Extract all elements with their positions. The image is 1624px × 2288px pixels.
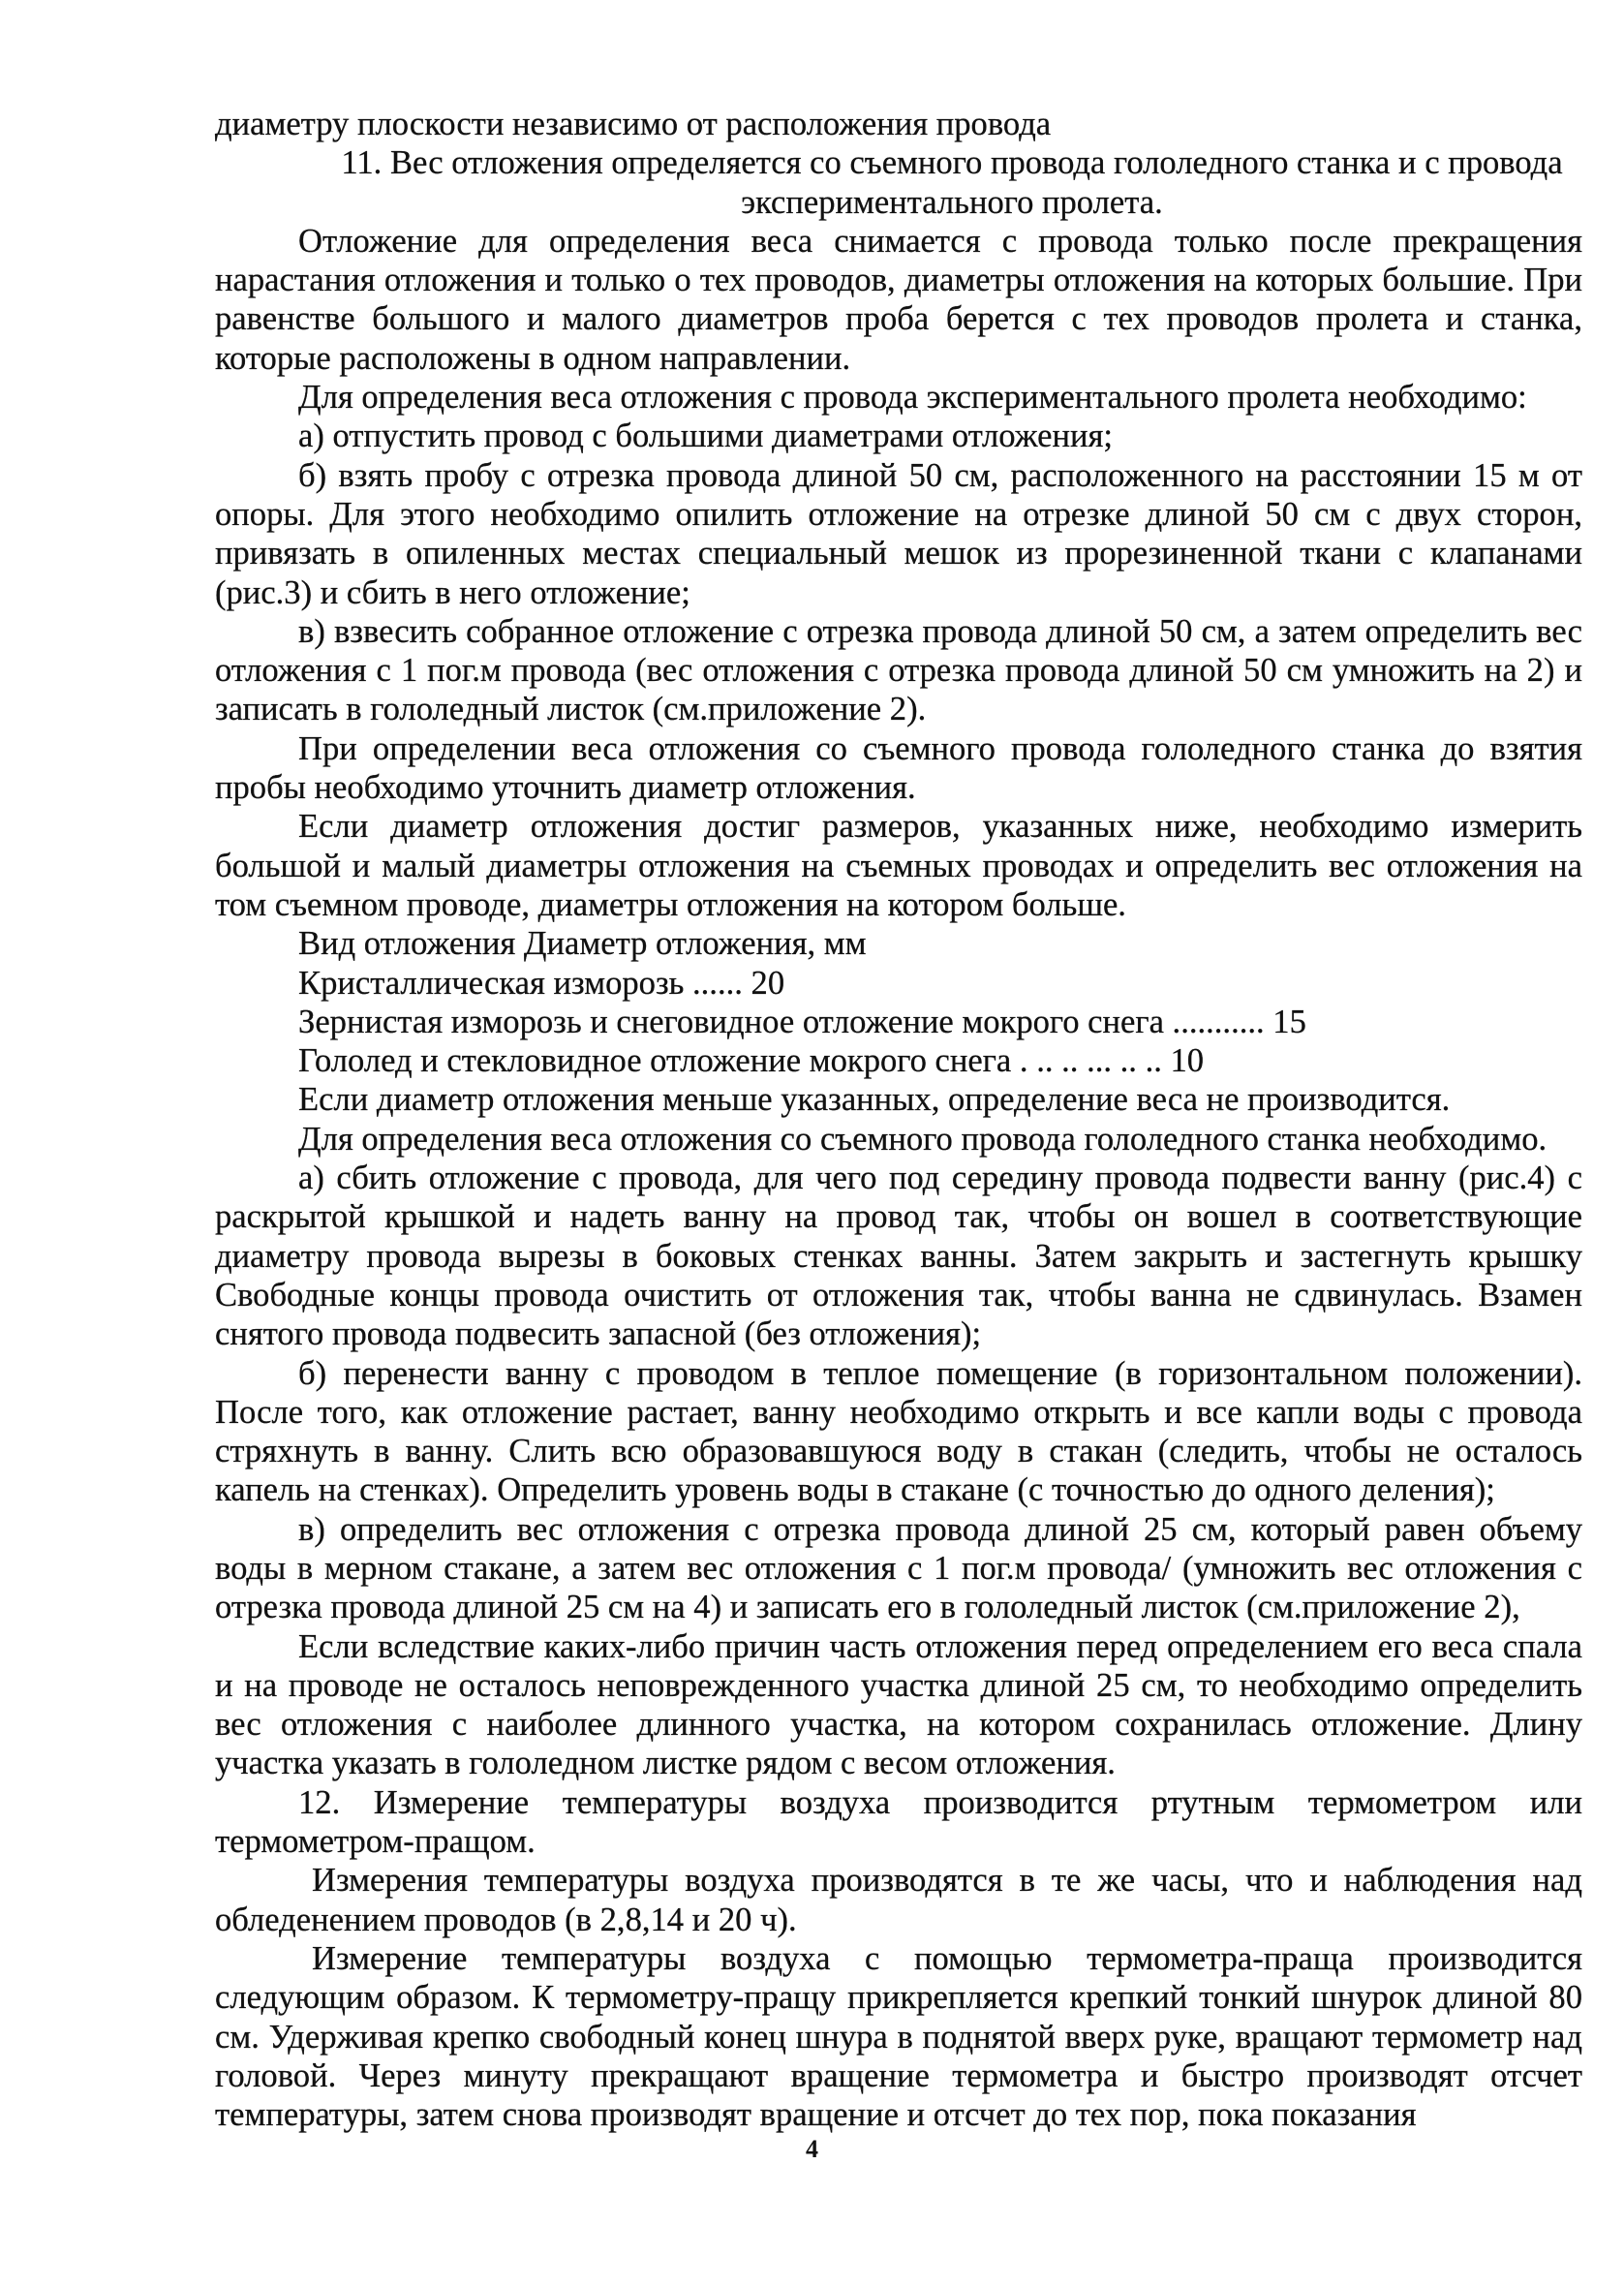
section-12-heading: 12. Измерение температуры воздуха производится ртутным термометром или термометром-пращом. bbox=[215, 1783, 1582, 1861]
section-11-heading: 11. Вес отложения определяется со съемного провода гололедного станка и с провода экспериментального пролета. bbox=[341, 144, 1563, 221]
paragraph: Для определения веса отложения с провода экспериментального пролета необходимо: bbox=[298, 379, 1527, 417]
paragraph: Отложение для определения веса снимается с провода только после прекращения нарастания отложения и только о тех проводов, диаметры отложения на которых большие. При равенстве большого и малого диаметров проба берется с тех проводов пролета и станка, которые расположены в одном направлении. bbox=[215, 222, 1582, 377]
table-line: Гололед и стекловидное отложение мокрого снега . .. .. ... .. .. 10 bbox=[298, 1042, 1205, 1080]
paragraph: При определении веса отложения со съемного провода гололедного станка до взятия пробы необходимо уточнить диаметр отложения. bbox=[215, 729, 1582, 807]
paragraph: Если диаметр отложения достиг размеров, указанных ниже, необходимо измерить большой и малый диаметры отложения на съемных проводах и определить вес отложения на том съемном проводе, диаметры отложения на котором больше. bbox=[215, 808, 1582, 923]
list-item: а) отпустить провод с большими диаметрами отложения; bbox=[298, 417, 1113, 455]
paragraph: диаметру плоскости независимо от расположения провода bbox=[215, 106, 1052, 142]
paragraph: Если диаметр отложения меньше указанных, определение веса не производится. bbox=[298, 1081, 1451, 1119]
paragraph: Для определения веса отложения со съемного провода гололедного станка необходимо. bbox=[298, 1120, 1547, 1158]
table-header-line: Вид отложения Диаметр отложения, мм bbox=[298, 925, 867, 963]
page-number: 4 bbox=[806, 2135, 818, 2163]
table-line: Зернистая изморозь и снеговидное отложение мокрого снега ........... 15 bbox=[298, 1003, 1306, 1040]
body-text bbox=[215, 105, 1582, 2134]
table-line: Кристаллическая изморозь ...... 20 bbox=[298, 964, 785, 1002]
list-item: а) сбить отложение с провода, для чего под середину провода подвести ванну (рис.4) с раскрытой крышкой и надеть ванну на провод так, чтобы он вошел в соответствующие диаметру провода вырезы в боковых стенках ванны. Затем закрыть и застегнуть крышку Свободные концы провода очистить от отложения так, чтобы ванна не сдвинулась. Взамен снятого провода подвесить запасной (без отложения); bbox=[215, 1159, 1582, 1353]
paragraph: Измерения температуры воздуха производятся в те же часы, что и наблюдения над обледенением проводов (в 2,8,14 и 20 ч). bbox=[215, 1862, 1582, 1938]
paragraph: Если вследствие каких-либо причин часть отложения перед определением его веса спала и на проводе не осталось неповрежденного участка длиной 25 см, то необходимо определить вес отложения с наиболее длинного участка, на котором сохранилась отложение. Длину участка указать в гололедном листке рядом с весом отложения. bbox=[215, 1627, 1582, 1782]
list-item: б) перенести ванну с проводом в теплое помещение (в горизонтальном положении). После того, как отложение растает, ванну необходимо открыть и все капли воды с провода стряхнуть в ванну. Слить всю образовавшуюся воду в стакан (следить, чтобы не осталось капель на стенках). Определить уровень воды в стакане (с точностью до одного деления); bbox=[215, 1354, 1582, 1509]
list-item: б) взять пробу с отрезка провода длиной 50 см, расположенного на расстоянии 15 м от опоры. Для этого необходимо опилить отложение на отрезке длиной 50 см с двух сторон, привязать в опиленных местах специальный мешок из прорезиненной ткани с клапанами (рис.3) и сбить в него отложение; bbox=[215, 456, 1582, 611]
paragraph: Измерение температуры воздуха с помощью термометра-праща производится следующим образом. К термометру-пращу прикрепляется крепкий тонкий шнурок длиной 80 см. Удерживая крепко свободный конец шнура в поднятой вверх руке, вращают термометр над головой. Через минуту прекращают вращение термометра и быстро производят отсчет температуры, затем снова производят вращение и отсчет до тех пор, пока показания bbox=[215, 1939, 1582, 2134]
list-item: в) определить вес отложения с отрезка провода длиной 25 см, который равен объему воды в мерном стакане, а затем вес отложения с 1 пог.м провода/ (умножить вес отложения с отрезка провода длиной 25 см на 4) и записать его в гололедный листок (см.приложение 2), bbox=[215, 1510, 1582, 1626]
list-item: в) взвесить собранное отложение с отрезка провода длиной 50 см, а затем определить вес отложения с 1 пог.м провода (вес отложения с отрезка провода длиной 50 см умножить на 2) и записать в гололедный листок (см.приложение 2). bbox=[215, 612, 1582, 728]
